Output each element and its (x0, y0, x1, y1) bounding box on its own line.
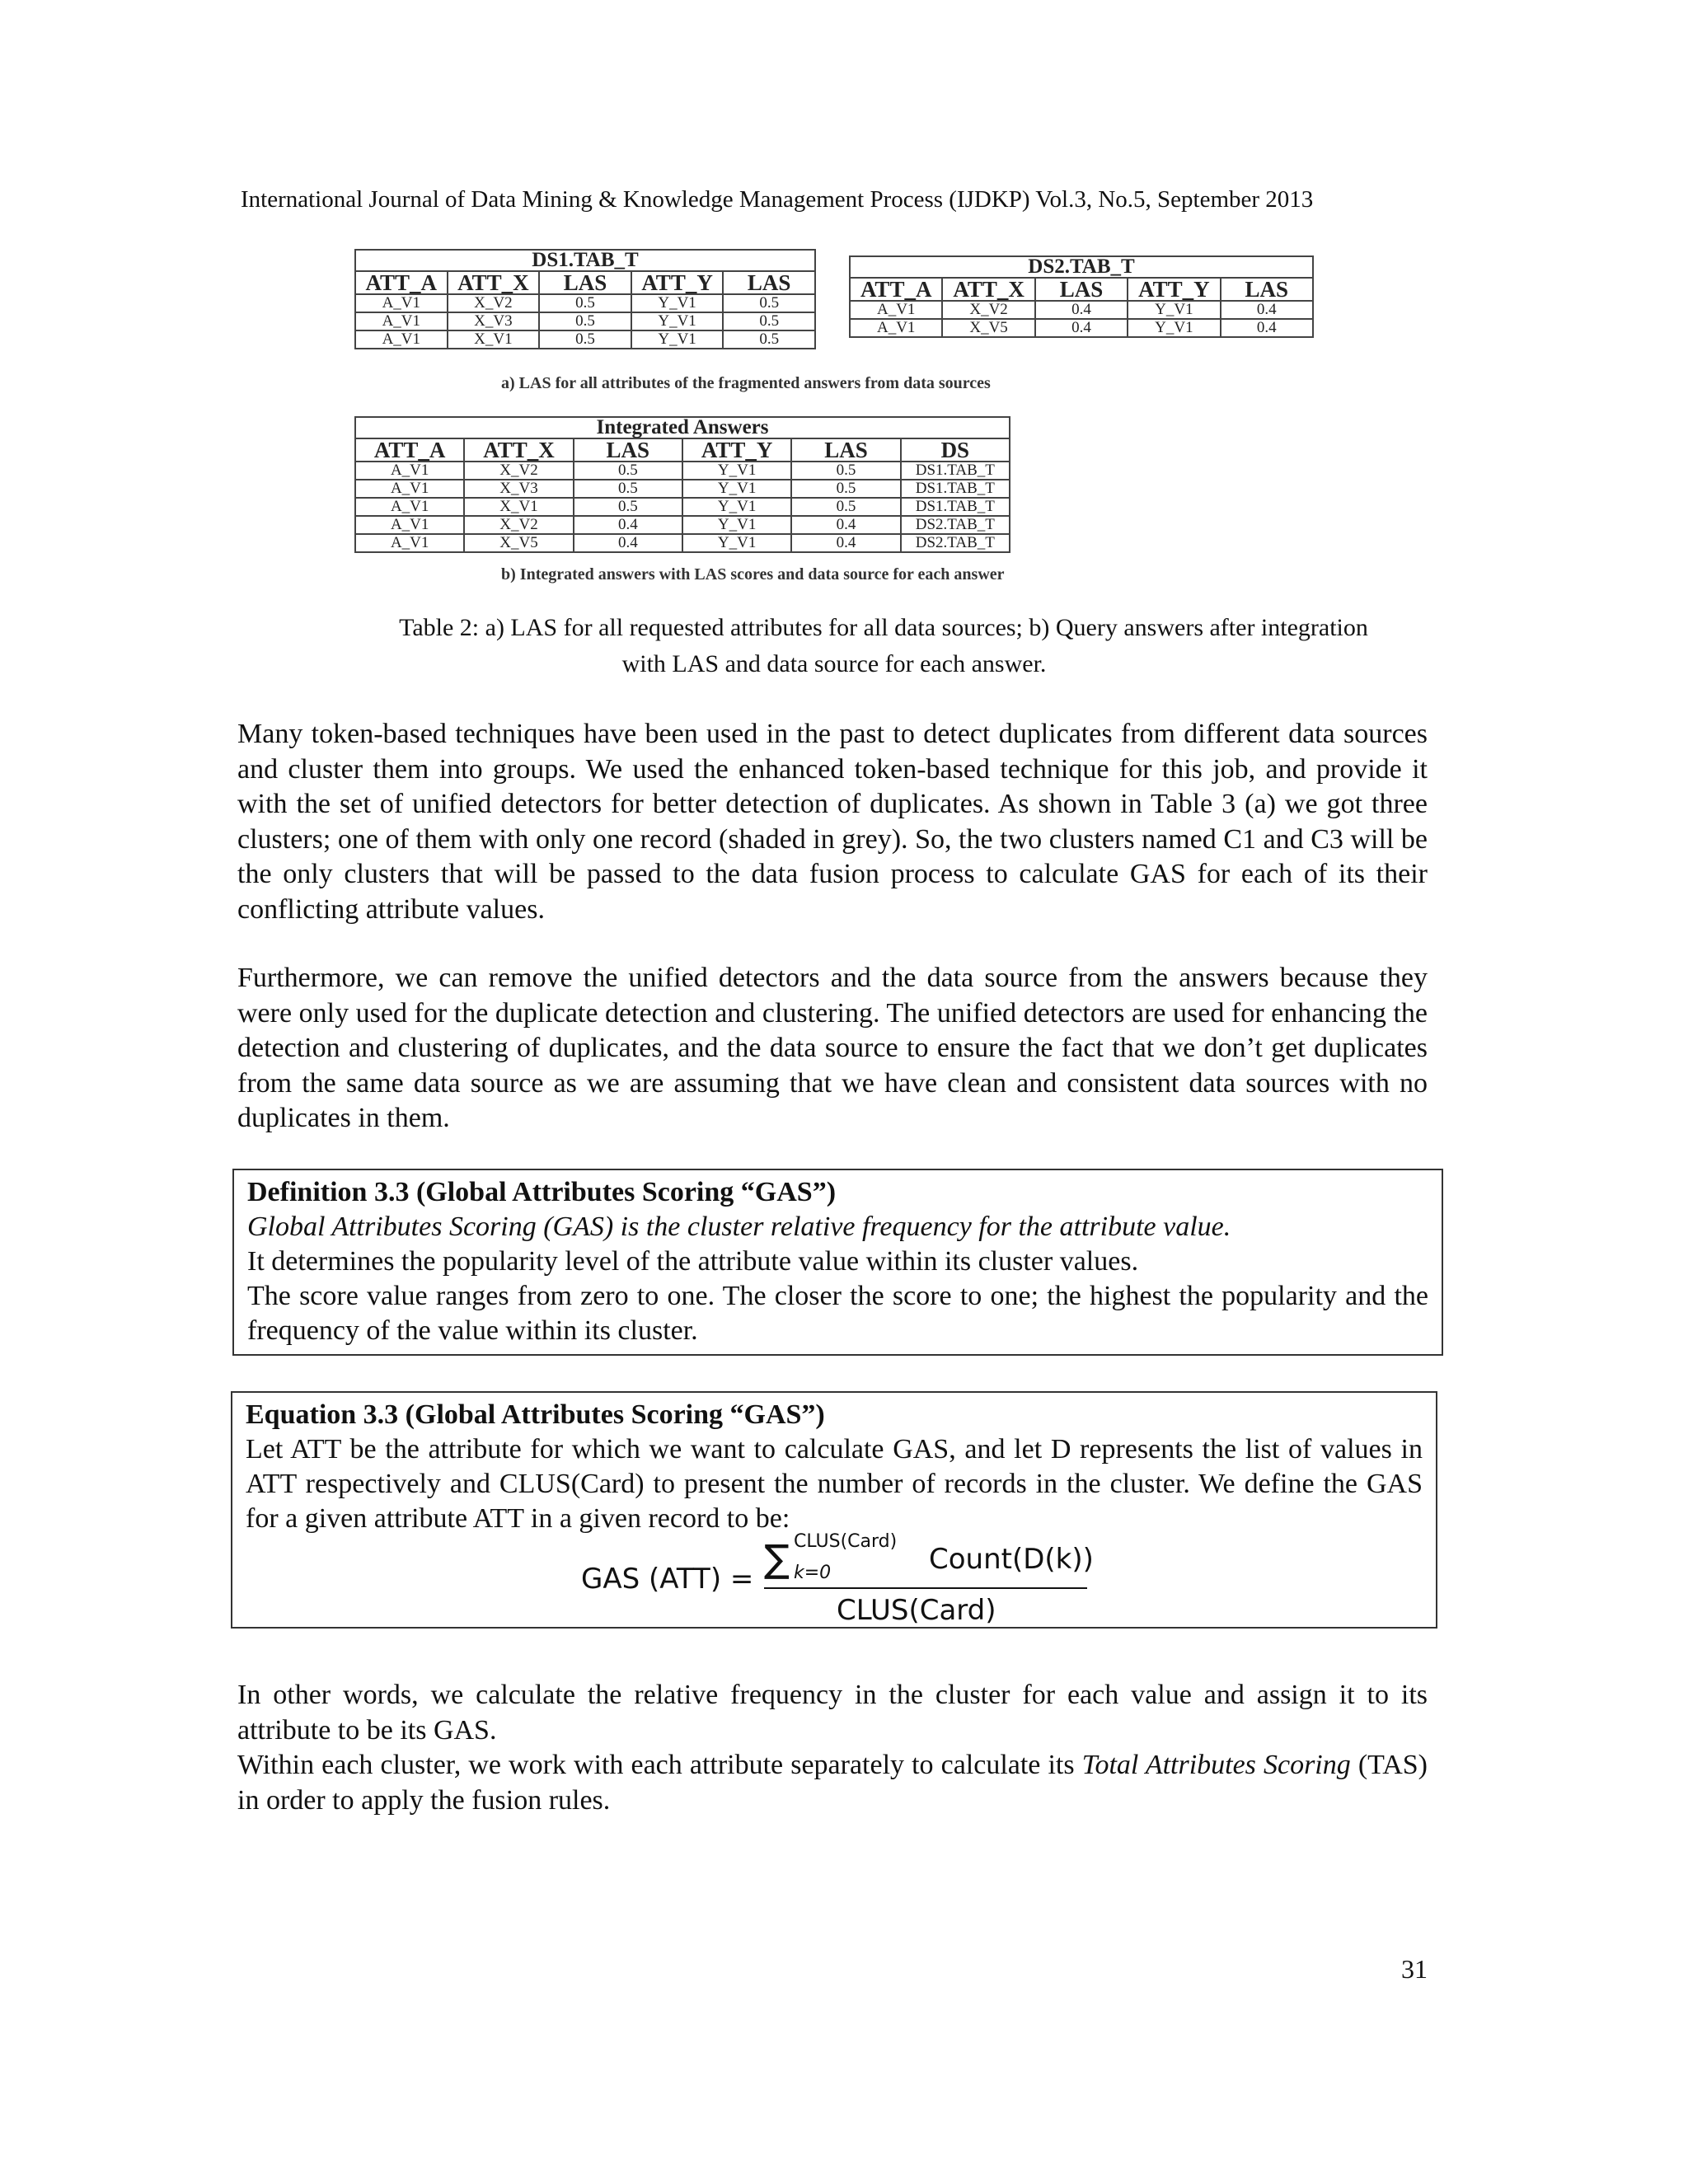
integrated-answers-table (354, 416, 1010, 553)
table-cell: A_V1 (355, 516, 464, 534)
column-header: ATT_A (355, 271, 448, 294)
table-cell: Y_V1 (682, 516, 791, 534)
table-row (355, 294, 815, 312)
table-cell: Y_V1 (1128, 319, 1220, 337)
table-title: Integrated Answers (355, 417, 1010, 438)
column-header: ATT_A (355, 438, 464, 462)
column-header: LAS (723, 271, 815, 294)
table-cell: Y_V1 (682, 462, 791, 480)
table-cell: X_V2 (464, 462, 573, 480)
column-header: ATT_X (448, 271, 540, 294)
column-header: LAS (1035, 278, 1128, 301)
definition-line-2: It determines the popularity level of the attribute value within its cluster values. (247, 1246, 1139, 1277)
table-cell: X_V3 (448, 312, 540, 330)
table-cell: 0.5 (539, 330, 631, 349)
fraction-bar (764, 1587, 1087, 1589)
ds1-table (354, 249, 816, 349)
table-cell: 0.5 (539, 312, 631, 330)
paragraph-4-italic: Total Attributes Scoring (1081, 1750, 1351, 1780)
sum-upper-limit: CLUS(Card) (794, 1531, 898, 1552)
table-cell: 0.5 (574, 498, 682, 516)
column-header: LAS (574, 438, 682, 462)
table-cell: A_V1 (850, 301, 942, 319)
formula-denominator: CLUS(Card) (837, 1594, 996, 1627)
table-cell: X_V2 (464, 516, 573, 534)
table-cell: Y_V1 (682, 498, 791, 516)
ds1-table-block (354, 249, 816, 349)
table-cell: 0.4 (1035, 301, 1128, 319)
table-row (355, 516, 1010, 534)
sigma-symbol: ∑ (764, 1536, 790, 1581)
subcaption-a: a) LAS for all attributes of the fragmented answers from data sources (501, 374, 991, 392)
column-header: DS (901, 438, 1010, 462)
column-header: ATT_Y (631, 271, 724, 294)
gas-formula (581, 1530, 1109, 1629)
integrated-table-block (354, 416, 1010, 553)
paragraph-2: Furthermore, we can remove the unified detectors and the data source from the answers because they were only used for the duplicate detection and clustering. The unified detectors are used for enhancing the detection and clustering of duplicates, and the data source to ensure the fact that we don’t get duplicates from the same data source as we are assuming that we have clean and consistent data sources with no duplicates in them. (237, 963, 1428, 1133)
table-cell: 0.5 (791, 498, 900, 516)
table-row (355, 330, 815, 349)
column-header: LAS (1221, 278, 1313, 301)
table-cell: 0.5 (539, 294, 631, 312)
table-row (850, 319, 1313, 337)
table-cell: DS1.TAB_T (901, 480, 1010, 498)
table-cell: A_V1 (355, 462, 464, 480)
table-cell: A_V1 (355, 294, 448, 312)
table-row (355, 312, 815, 330)
table-cell: 0.5 (723, 294, 815, 312)
formula-lhs: GAS (ATT) = (581, 1563, 754, 1596)
table-cell: X_V1 (448, 330, 540, 349)
table-cell: DS2.TAB_T (901, 534, 1010, 552)
definition-box (232, 1169, 1443, 1356)
page-number: 31 (1401, 1954, 1428, 1984)
column-header: LAS (539, 271, 631, 294)
table-cell: X_V3 (464, 480, 573, 498)
table-cell: DS1.TAB_T (901, 462, 1010, 480)
table-cell: 0.4 (791, 534, 900, 552)
table-row (850, 301, 1313, 319)
table-cell: 0.4 (574, 516, 682, 534)
table-row (355, 462, 1010, 480)
table-cell: Y_V1 (631, 294, 724, 312)
table-cell: A_V1 (355, 498, 464, 516)
table-caption (241, 610, 1428, 682)
journal-header: International Journal of Data Mining & Knowledge Management Process (IJDKP) Vol.3, No.5, September 2013 (241, 186, 1314, 213)
table-cell: 0.5 (723, 312, 815, 330)
equation-text: Let ATT be the attribute for which we want to calculate GAS, and let D represents the list of values in ATT respectively and CLUS(Card) to present the number of records in the cluster. We define the GAS for a given attribute ATT in a given record to be: (246, 1434, 1423, 1534)
paragraph-4 (237, 1748, 1428, 1818)
table-cell: A_V1 (355, 312, 448, 330)
ds2-table (849, 255, 1314, 338)
column-header: LAS (791, 438, 900, 462)
column-header: ATT_X (464, 438, 573, 462)
table-cell: 0.4 (791, 516, 900, 534)
table-cell: X_V2 (942, 301, 1034, 319)
paragraph-4-post: (TAS) in order to apply the fusion rules. (237, 1750, 1428, 1816)
table-cell: X_V5 (464, 534, 573, 552)
table-cell: X_V5 (942, 319, 1034, 337)
table-title: DS2.TAB_T (850, 256, 1313, 278)
table-cell: Y_V1 (682, 534, 791, 552)
table-cell: X_V2 (448, 294, 540, 312)
sum-lower-limit: k=0 (794, 1563, 832, 1583)
paragraph-4-pre: Within each cluster, we work with each attribute separately to calculate its (237, 1750, 1082, 1780)
column-header: ATT_Y (1128, 278, 1220, 301)
table-cell: DS1.TAB_T (901, 498, 1010, 516)
table-caption-line1: Table 2: a) LAS for all requested attributes for all data sources; b) Query answers after integration (399, 614, 1368, 641)
table-title: DS1.TAB_T (355, 250, 815, 271)
paragraph-3: In other words, we calculate the relative frequency in the cluster for each value and assign it to its attribute to be its GAS. (237, 1680, 1428, 1746)
table-cell: A_V1 (355, 534, 464, 552)
table-row (355, 480, 1010, 498)
table-cell: 0.5 (574, 462, 682, 480)
table-cell: 0.5 (723, 330, 815, 349)
table-cell: Y_V1 (682, 480, 791, 498)
subcaption-b: b) Integrated answers with LAS scores and data source for each answer (501, 565, 1005, 583)
table-cell: X_V1 (464, 498, 573, 516)
count-term: Count(D(k)) (929, 1543, 1094, 1576)
table-caption-line2: with LAS and data source for each answer. (621, 650, 1047, 677)
definition-italic: Global Attributes Scoring (GAS) is the cluster relative frequency for the attribute value. (247, 1212, 1231, 1242)
definition-title: Definition 3.3 (Global Attributes Scoring “GAS”) (247, 1177, 837, 1207)
table-cell: Y_V1 (1128, 301, 1220, 319)
table-cell: A_V1 (850, 319, 942, 337)
column-header: ATT_X (942, 278, 1034, 301)
table-row (355, 534, 1010, 552)
table-cell: 0.5 (791, 480, 900, 498)
table-cell: DS2.TAB_T (901, 516, 1010, 534)
table-cell: A_V1 (355, 330, 448, 349)
column-header: ATT_A (850, 278, 942, 301)
definition-line-3: The score value ranges from zero to one. The closer the score to one; the highest the popularity and the frequency of the value within its cluster. (247, 1281, 1428, 1346)
table-cell: 0.4 (574, 534, 682, 552)
column-header: ATT_Y (682, 438, 791, 462)
table-cell: 0.4 (1035, 319, 1128, 337)
ds2-table-block (849, 255, 1314, 338)
table-row (355, 498, 1010, 516)
table-cell: Y_V1 (631, 330, 724, 349)
table-cell: 0.5 (574, 480, 682, 498)
paragraph-1: Many token-based techniques have been used in the past to detect duplicates from different data sources and cluster them into groups. We used the enhanced token-based technique for this job, and provide it with the set of unified detectors for better detection of duplicates. As shown in Table 3 (a) we got three clusters; one of them with only one record (shaded in grey). So, the two clusters named C1 and C3 will be the only clusters that will be passed to the data fusion process to calculate GAS for each of its their conflicting attribute values. (237, 719, 1428, 925)
table-cell: A_V1 (355, 480, 464, 498)
equation-title: Equation 3.3 (Global Attributes Scoring “GAS”) (246, 1399, 825, 1430)
table-cell: 0.4 (1221, 319, 1313, 337)
table-cell: 0.5 (791, 462, 900, 480)
table-cell: 0.4 (1221, 301, 1313, 319)
table-cell: Y_V1 (631, 312, 724, 330)
